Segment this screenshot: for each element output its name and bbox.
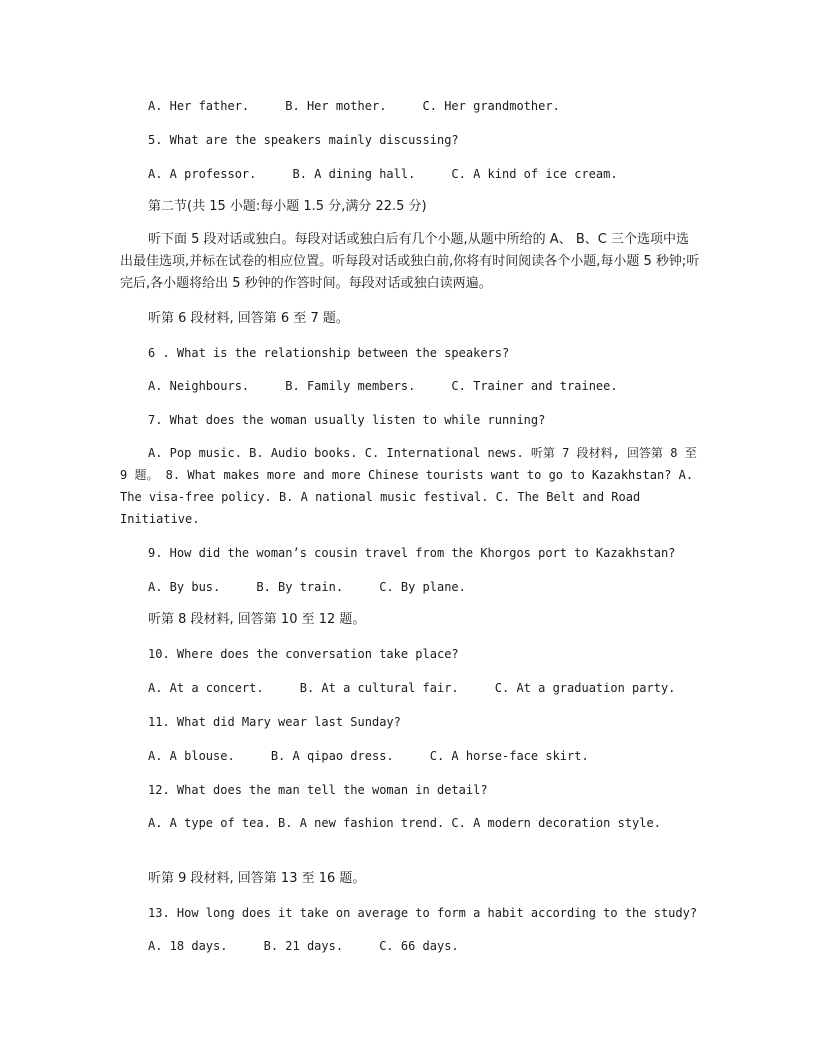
- q7-options-and-q8: A. Pop music. B. Audio books. C. International news. 听第 7 段材料, 回答第 8 至 9 题。 8. What makes more and more Chinese tourists want to go to Kazakhstan? A. The visa-free policy. B. A national music festival. C. The Belt and Road Initiative.: [120, 446, 697, 526]
- q11-question: 11. What did Mary wear last Sunday?: [148, 715, 401, 729]
- section-instructions: 听下面 5 段对话或独白。每段对话或独白后有几个小题,从题中所给的 A、 B、C 三个选项中选出最佳选项,并标在试卷的相应位置。听每段对话或独白前,你将有时间阅读各个小题,每小题 5 秒钟;听完后,各小题将给出 5 秒钟的作答时间。每段对话或独白读两遍。: [120, 232, 700, 291]
- q13-options: A. 18 days. B. 21 days. C. 66 days.: [148, 939, 459, 953]
- q12-options: A. A type of tea. B. A new fashion trend. C. A modern decoration style.: [148, 816, 661, 830]
- section-heading: 第二节(共 15 小题:每小题 1.5 分,满分 22.5 分): [148, 199, 427, 214]
- q4-options: A. Her father. B. Her mother. C. Her grandmother.: [148, 99, 560, 113]
- q5-question: 5. What are the speakers mainly discussing?: [148, 133, 459, 147]
- q9-options: A. By bus. B. By train. C. By plane.: [148, 580, 466, 594]
- q6-question: 6 . What is the relationship between the speakers?: [148, 346, 510, 360]
- q13-question: 13. How long does it take on average to form a habit according to the study?: [148, 906, 698, 920]
- material-6-heading: 听第 6 段材料, 回答第 6 至 7 题。: [148, 311, 349, 326]
- q5-options: A. A professor. B. A dining hall. C. A kind of ice cream.: [148, 167, 618, 181]
- q6-options: A. Neighbours. B. Family members. C. Trainer and trainee.: [148, 379, 618, 393]
- q12-question: 12. What does the man tell the woman in detail?: [148, 783, 488, 797]
- material-9-heading: 听第 9 段材料, 回答第 13 至 16 题。: [148, 871, 366, 886]
- q7-question: 7. What does the woman usually listen to while running?: [148, 413, 546, 427]
- q11-options: A. A blouse. B. A qipao dress. C. A horse-face skirt.: [148, 749, 589, 763]
- q10-options: A. At a concert. B. At a cultural fair. C. At a graduation party.: [148, 681, 676, 695]
- q10-question: 10. Where does the conversation take place?: [148, 647, 459, 661]
- material-8-heading: 听第 8 段材料, 回答第 10 至 12 题。: [148, 612, 366, 627]
- q9-question: 9. How did the woman’s cousin travel from the Khorgos port to Kazakhstan?: [148, 546, 676, 560]
